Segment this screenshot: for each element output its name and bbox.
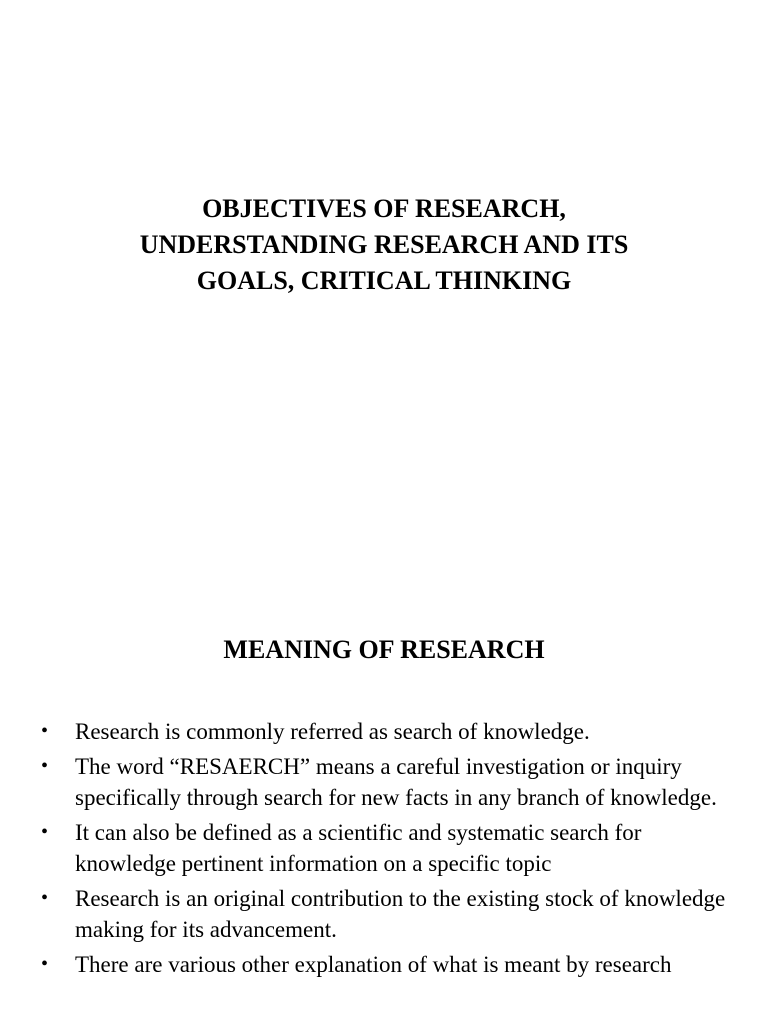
slide-title-line: UNDERSTANDING RESEARCH AND ITS [139,230,629,259]
list-item [40,949,730,980]
list-item-text: It can also be defined as a scientific and systematic search for knowledge pertinent information on a specific topic [75,820,642,876]
bullet-icon: • [41,821,49,843]
list-item [40,751,730,813]
list-item [40,716,730,747]
list-item-text: There are various other explanation of what is meant by research [75,952,672,977]
slide-title [0,191,768,299]
list-item [40,883,730,945]
slide-title-line: OBJECTIVES OF RESEARCH, [202,194,566,223]
bullet-icon: • [41,720,49,742]
bullet-icon: • [41,755,49,777]
slide-title-line: GOALS, CRITICAL THINKING [196,266,572,295]
list-item-text: Research is an original contribution to the existing stock of knowledge making for its advancement. [75,886,726,942]
list-item-text: Research is commonly referred as search of knowledge. [75,719,590,744]
bullet-list [40,716,730,984]
section-heading: MEANING OF RESEARCH [223,635,545,664]
bullet-icon: • [41,953,49,975]
list-item-text: The word “RESAERCH” means a careful investigation or inquiry specifically through search for new facts in any branch of knowledge. [75,754,717,810]
list-item [40,817,730,879]
bullet-icon: • [41,887,49,909]
